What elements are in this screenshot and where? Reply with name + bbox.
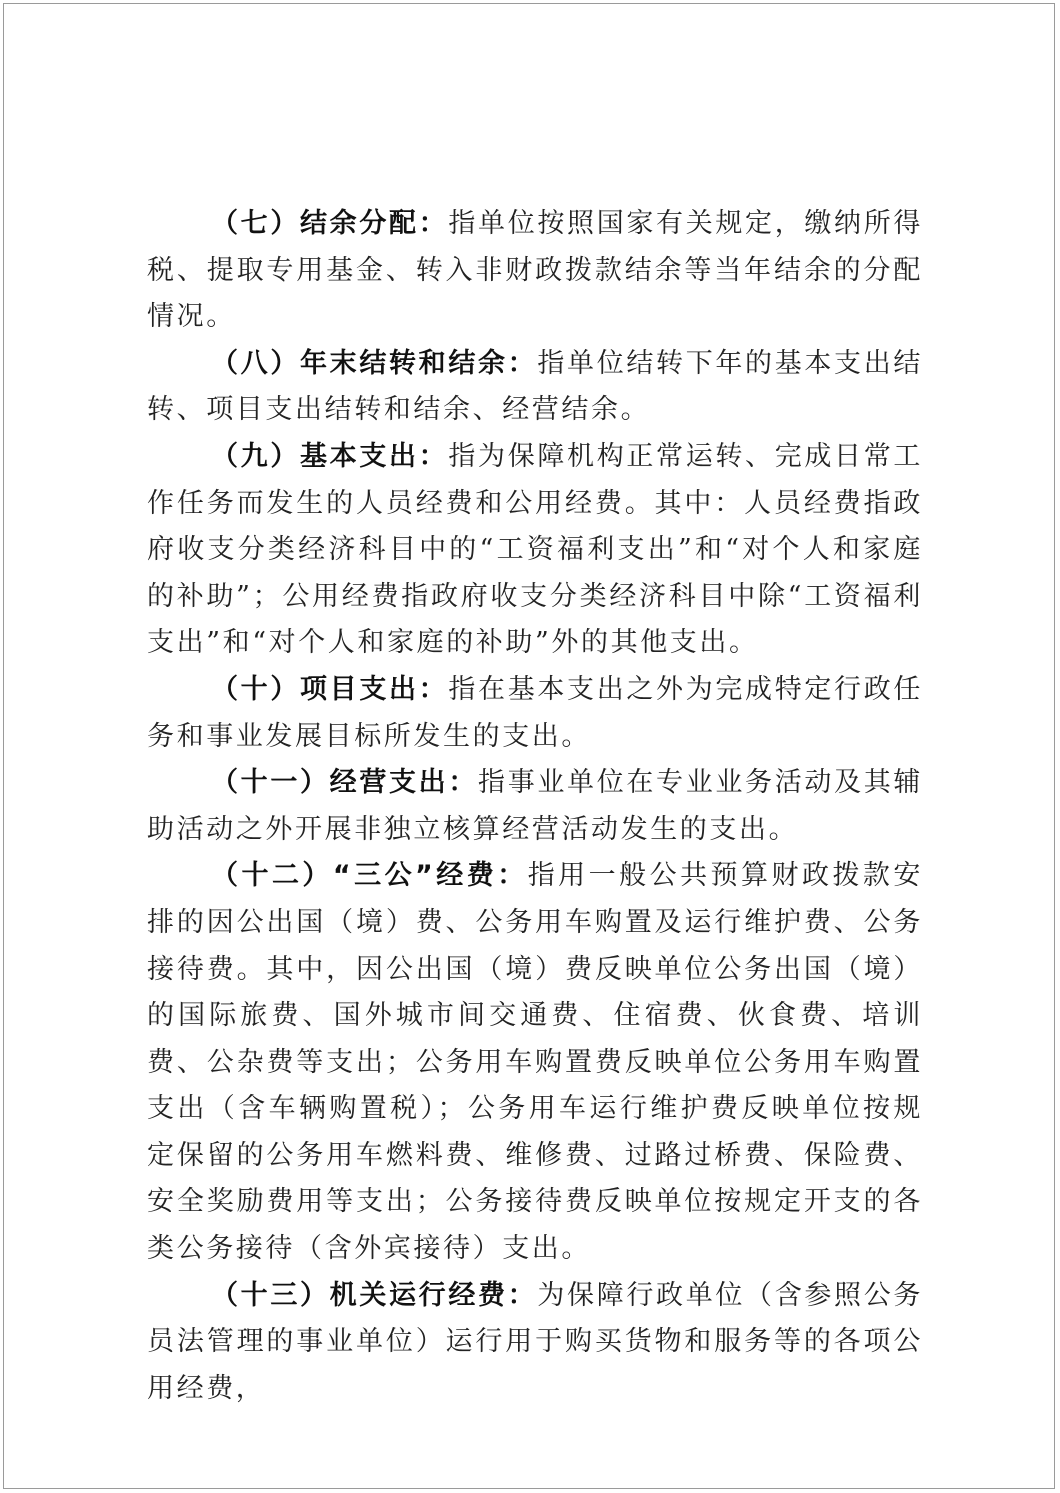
paragraph-basic-expenditure <box>147 434 923 667</box>
term-heading: （九）基本支出： <box>211 440 449 472</box>
term-definition: 指为保障机构正常运转、完成日常工作任务而发生的人员经费和公用经费。其中：人员经费指政府收支分类经济科目中的“工资福利支出”和“对个人和家庭的补助”；公用经费指政府收支分类经济科目中除“工资福利支出”和“对个人和家庭的补助”外的其他支出。 <box>147 440 923 659</box>
term-definition: 指在基本支出之外为完成特定行政任务和事业发展目标所发生的支出。 <box>147 673 923 752</box>
document-body <box>147 201 923 1412</box>
document-page <box>3 3 1055 1489</box>
paragraph-three-public-expenses <box>147 853 923 1272</box>
term-definition: 为保障行政单位（含参照公务员法管理的事业单位）运行用于购买货物和服务等的各项公用经费， <box>147 1279 923 1404</box>
term-heading: （十三）机关运行经费： <box>211 1279 538 1311</box>
term-definition: 指单位结转下年的基本支出结转、项目支出结转和结余、经营结余。 <box>147 347 923 426</box>
term-definition: 指事业单位在专业业务活动及其辅助活动之外开展非独立核算经营活动发生的支出。 <box>147 767 924 845</box>
term-heading: （十二）“三公”经费： <box>211 860 528 892</box>
term-heading: （十一）经营支出： <box>211 767 479 799</box>
term-heading: （七）结余分配： <box>211 208 449 239</box>
paragraph-project-expenditure <box>147 667 923 760</box>
term-heading: （八）年末结转和结余： <box>211 347 538 379</box>
paragraph-operating-expenditure <box>147 760 923 853</box>
term-heading: （十）项目支出： <box>211 673 449 705</box>
term-definition: 指单位按照国家有关规定，缴纳所得税、提取专用基金、转入非财政拨款结余等当年结余的分配情况。 <box>147 208 923 333</box>
term-definition: 指用一般公共预算财政拨款安排的因公出国（境）费、公务用车购置及运行维护费、公务接待费。其中，因公出国（境）费反映单位公务出国（境）的国际旅费、国外城市间交通费、住宿费、伙食费、培训费、公杂费等支出；公务用车购置费反映单位公务用车购置支出（含车辆购置税）；公务用车运行维护费反映单位按规定保留的公务用车燃料费、维修费、过路过桥费、保险费、安全奖励费用等支出；公务接待费反映单位按规定开支的各类公务接待（含外宾接待）支出。 <box>147 860 923 1265</box>
paragraph-agency-operating-funds <box>147 1273 923 1413</box>
paragraph-year-end-balance <box>147 341 923 434</box>
paragraph-surplus-distribution <box>147 201 923 341</box>
